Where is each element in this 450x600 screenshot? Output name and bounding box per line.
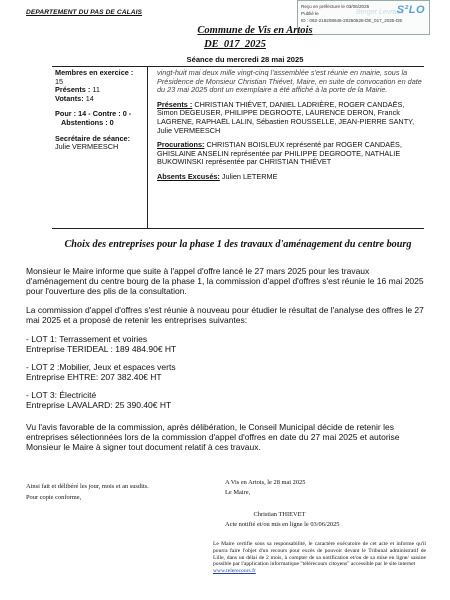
- legal-text: Le Maire certifie sous sa responsabilité, le caractère exécutoire de cet acte et informe qu'il pourra faire l'objet d'un recours pour excès de pouvoir devant le Tribunal administratif de Lille, dans un délai de 2 mois, à compter de sa notification et/ou de sa mise en ligne/ saisine possible par l'application informatique "télérecours citoyens" accessible par le site internet: [213, 541, 426, 568]
- stamp-received-date: Reçu en préfecture le 03/06/2025: [301, 4, 370, 9]
- stamp-watermark: Berger Levrault: [356, 9, 404, 16]
- vote-result-line2: Abstentions : 0: [61, 117, 114, 127]
- counts-panel: [55, 69, 147, 152]
- top-divider: [52, 66, 424, 67]
- convocation-intro: vingt-huit mai deux mille vingt-cinq l'assemblée s'est réunie en mairie, sous la Présidence de Monsieur Christian Thiévet, Maire, en suite de convocation en date du 23 mai 2025 dont un exemplaire a été affiché à la porte de la Mairie.: [157, 68, 422, 95]
- slo-logo-icon: S²LO: [396, 4, 425, 16]
- footer-right: [213, 478, 426, 574]
- legal-notice: [213, 541, 426, 574]
- lot-2-company: Entreprise EHTRE: 207 382.40€ HT: [26, 372, 162, 382]
- present-value: 11: [92, 85, 100, 95]
- lot-1-company: Entreprise TERIDEAL : 189 484.90€ HT: [26, 344, 177, 354]
- excused-absences: [157, 173, 425, 182]
- stamp-id: ID : 062-216208645-20250528-DE_017_2025-DE: [301, 18, 403, 23]
- body-paragraph-3: Vu l'avis favorable de la commission, après délibération, le Conseil Municipal décide de retenir les entreprises sélectionnées lors de la commission d'appel d'offres en date du 27 mai 2025 et autorise Monsieur le Maire à signer tout document relatif à ces travaux.: [26, 422, 400, 452]
- proxies: [157, 141, 425, 167]
- body-paragraph-2: La commission d'appel d'offres s'est réunie à nouveau pour étudier le résultat de l'analyse des offres le 27 mai 2025 et a proposé de retenir les entreprises suivantes:: [26, 305, 424, 325]
- lot-3-company: Entreprise LAVALARD: 25 390.40€ HT: [26, 400, 172, 410]
- lot-1: [26, 334, 424, 354]
- mayor-role: Le Maire,: [225, 488, 251, 496]
- body-paragraph-1: Monsieur le Maire informe que suite à l'appel d'offre lancé le 27 mars 2025 pour les travaux d'aménagement du centre bourg de la phase 1, la commission d'appel d'offres s'est réunie le 16 mai 2025 pour l'ouverture des plis de la consultation.: [26, 266, 424, 296]
- lot-3: [26, 390, 424, 410]
- deliberation-closing: Ainsi fait et délibéré les jour, mois et an susdits.: [26, 483, 149, 490]
- middle-divider: [52, 228, 424, 229]
- signer-name: Christian THIEVET: [253, 511, 306, 519]
- lot-1-title: - LOT 1: Terrassement et voiries: [26, 334, 148, 344]
- voters-value: 14: [85, 93, 94, 103]
- voters-label: Votants:: [55, 93, 84, 103]
- secretary-value: Julie VERMEESCH: [55, 142, 119, 152]
- deliberation-body: [26, 266, 424, 461]
- present-members-list: CHRISTIAN THIÉVET, DANIEL LADRIÈRE, ROGER CANDAËS, Simon DEGEUSER, PHILIPPE DEGROOTE, LAURENCE DERON, Franck LAGRENE, RAPHAËL LALIN, Sébastien ROUSSELLE, JEAN-PIERRE SANTY, Julie VERMEESCH: [157, 99, 415, 135]
- lot-2-title: - LOT 2 :Mobilier, Jeux et espaces verts: [26, 362, 176, 372]
- lot-3-title: - LOT 3: Électricité: [26, 390, 97, 400]
- excused-label: Absents Excusés:: [157, 171, 220, 181]
- department-heading: DEPARTEMENT DU PAS DE CALAIS: [26, 9, 143, 16]
- telerecours-link[interactable]: www.telerecours.fr: [213, 567, 256, 574]
- members-value: 15: [55, 76, 64, 86]
- present-label: Présents :: [55, 85, 91, 95]
- present-members-label: Présents :: [157, 99, 193, 109]
- attendance-panel: [157, 69, 425, 188]
- secretary-label: Secrétaire de séance:: [55, 133, 131, 143]
- members-label: Membres en exercice :: [55, 68, 134, 77]
- commune-title: Commune de Vis en Artois: [197, 25, 313, 36]
- session-date: Séance du mercredi 28 mai 2025: [186, 55, 304, 64]
- stamp-published: Publié le: [301, 11, 319, 16]
- present-members: [157, 101, 425, 135]
- deliberation-subject: Choix des entreprises pour la phase 1 des travaux d'aménagement du centre bourg: [64, 239, 412, 250]
- proxies-list: CHRISTIAN BOISLEUX représenté par ROGER CANDAËS, GHISLAINE ANSELIN représentée par PHILIPPE DEGROOTE, NATHALIE BUKOWINSKI représentée par CHRISTIAN THIÉVET: [157, 140, 402, 167]
- excused-list: Julien LETERME: [221, 171, 278, 181]
- online-notice: Acte notifié et/ou mis en ligne le 03/06/2025: [225, 520, 340, 528]
- place-date: A Vis en Artois, le 28 mai 2025: [225, 479, 306, 486]
- proxies-label: Procurations:: [157, 140, 205, 150]
- vote-result-line1: Pour : 14 - Contre : 0 -: [55, 109, 132, 119]
- lot-2: [26, 362, 424, 382]
- footer-left: [26, 482, 201, 503]
- column-divider: [147, 66, 148, 228]
- deliberation-reference: DE_017_2025: [204, 39, 266, 50]
- certified-copy: Pour copie conforme,: [26, 493, 82, 501]
